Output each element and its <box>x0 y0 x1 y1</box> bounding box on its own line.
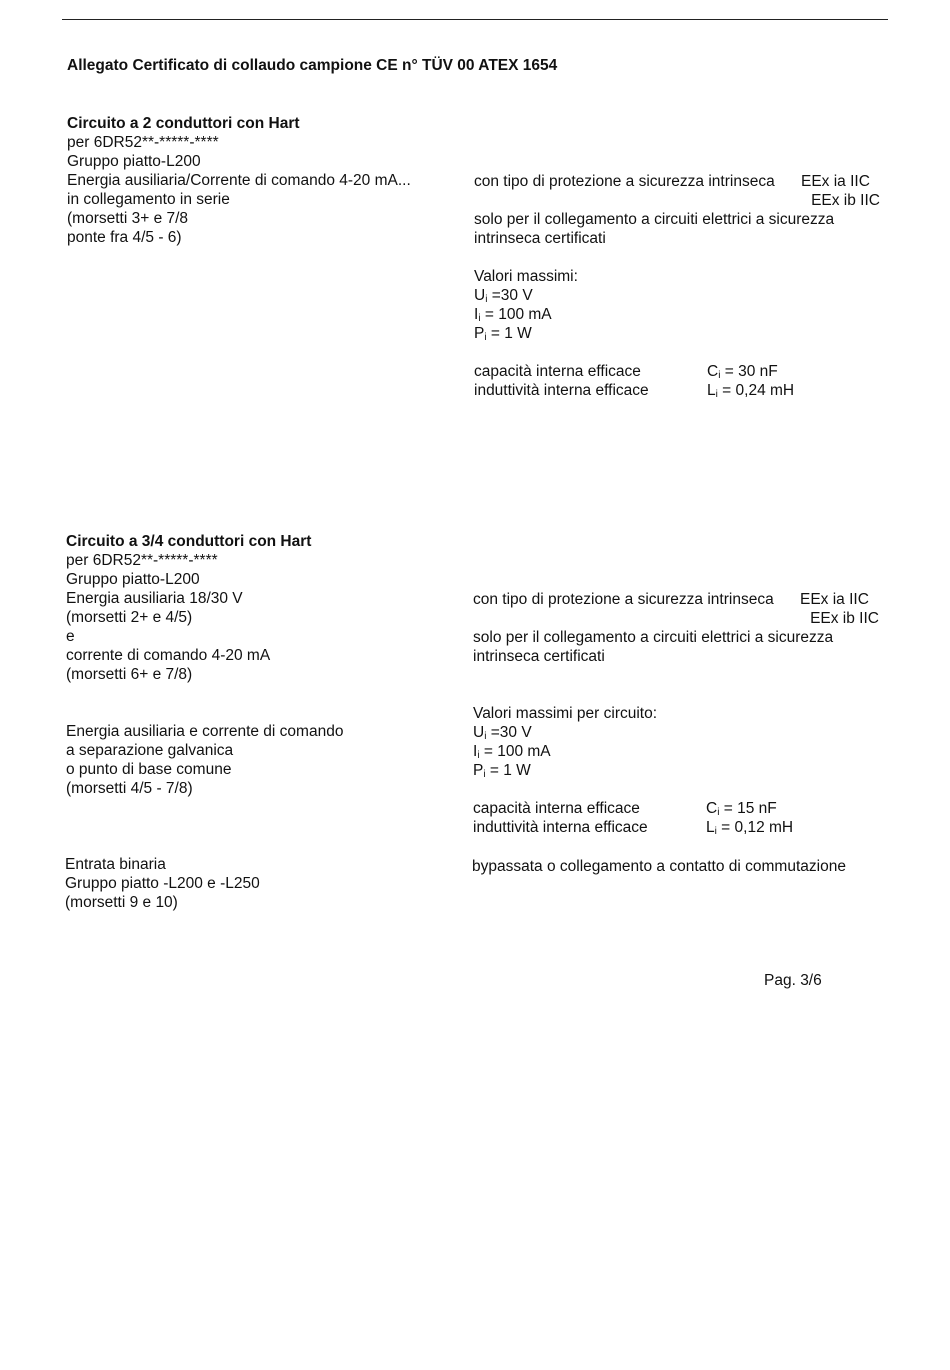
section1-u-value: $U_i =30$ V <box>474 287 533 305</box>
section2-left-line: (morsetti 2+ e 4/5) <box>66 609 193 626</box>
section1-i-value: $I_i = 100$ mA <box>474 306 552 324</box>
section2-class-ib: EEx ib IIC <box>810 610 879 627</box>
section1-class-ia: EEx ia IIC <box>801 173 870 190</box>
section1-ind-label: induttività interna efficace <box>474 382 649 399</box>
section2-i-value: $I_i = 100$ mA <box>473 743 551 761</box>
section1-p-value: $P_i = 1$ W <box>474 325 532 343</box>
section2-title: Circuito a 3/4 conduttori con Hart <box>66 533 312 550</box>
section2-left-line: (morsetti 6+ e 7/8) <box>66 666 193 683</box>
section2-cert-line: solo per il collegamento a circuiti elettrici a sicurezza <box>473 629 834 646</box>
section2-ind-value: $L_i = 0,12$ mH <box>706 819 794 837</box>
section3-left-line: Gruppo piatto -L200 e -L250 <box>65 875 260 892</box>
section2-galvanic-line: (morsetti 4/5 - 7/8) <box>66 780 193 797</box>
section1-cert-line: intrinseca certificati <box>474 230 606 247</box>
section1-cap-label: capacità interna efficace <box>474 363 641 380</box>
section2-class-ia: EEx ia IIC <box>800 591 869 608</box>
section2-left-line: e <box>66 628 75 645</box>
section3-left-line: (morsetti 9 e 10) <box>65 894 178 911</box>
section2-protection: con tipo di protezione a sicurezza intrinseca <box>473 591 774 608</box>
section1-cap-value: $C_i = 30$ nF <box>707 363 778 381</box>
section2-ind-label: induttività interna efficace <box>473 819 648 836</box>
section2-galvanic-line: o punto di base comune <box>66 761 232 778</box>
section1-left-line: Gruppo piatto-L200 <box>67 153 201 170</box>
section1-left-line: (morsetti 3+ e 7/8 <box>67 210 189 227</box>
section1-max-title: Valori massimi: <box>474 268 578 285</box>
section2-max-title: Valori massimi per circuito: <box>473 705 658 722</box>
section1-protection: con tipo di protezione a sicurezza intrinseca <box>474 173 775 190</box>
section2-cap-value: $C_i = 15$ nF <box>706 800 777 818</box>
section3-left-line: Entrata binaria <box>65 856 166 873</box>
section3-right-text: bypassata o collegamento a contatto di commutazione <box>472 858 846 875</box>
section1-class-ib: EEx ib IIC <box>811 192 880 209</box>
section2-left-line: Energia ausiliaria 18/30 V <box>66 590 243 607</box>
section2-cap-label: capacità interna efficace <box>473 800 640 817</box>
document-title: Allegato Certificato di collaudo campione CE n° TÜV 00 ATEX 1654 <box>67 57 558 74</box>
section1-left-line: ponte fra 4/5 - 6) <box>67 229 182 246</box>
section2-cert-line: intrinseca certificati <box>473 648 605 665</box>
section2-left-line: corrente di comando 4-20 mA <box>66 647 271 664</box>
section1-left-line: Energia ausiliaria/Corrente di comando 4-20 mA... <box>67 172 411 189</box>
section2-p-value: $P_i = 1$ W <box>473 762 531 780</box>
section1-left-line: in collegamento in serie <box>67 191 230 208</box>
page-number: Pag. 3/6 <box>764 972 822 989</box>
section1-ind-value: $L_i = 0,24$ mH <box>707 382 795 400</box>
section2-left-line: Gruppo piatto-L200 <box>66 571 200 588</box>
top-rule <box>62 19 888 20</box>
section1-left-line: per 6DR52**-*****-**** <box>67 134 219 151</box>
section2-left-line: per 6DR52**-*****-**** <box>66 552 218 569</box>
section1-title: Circuito a 2 conduttori con Hart <box>67 115 300 132</box>
section2-galvanic-line: Energia ausiliaria e corrente di comando <box>66 723 344 740</box>
section1-cert-line: solo per il collegamento a circuiti elettrici a sicurezza <box>474 211 835 228</box>
section2-u-value: $U_i =30$ V <box>473 724 532 742</box>
section2-galvanic-line: a separazione galvanica <box>66 742 234 759</box>
